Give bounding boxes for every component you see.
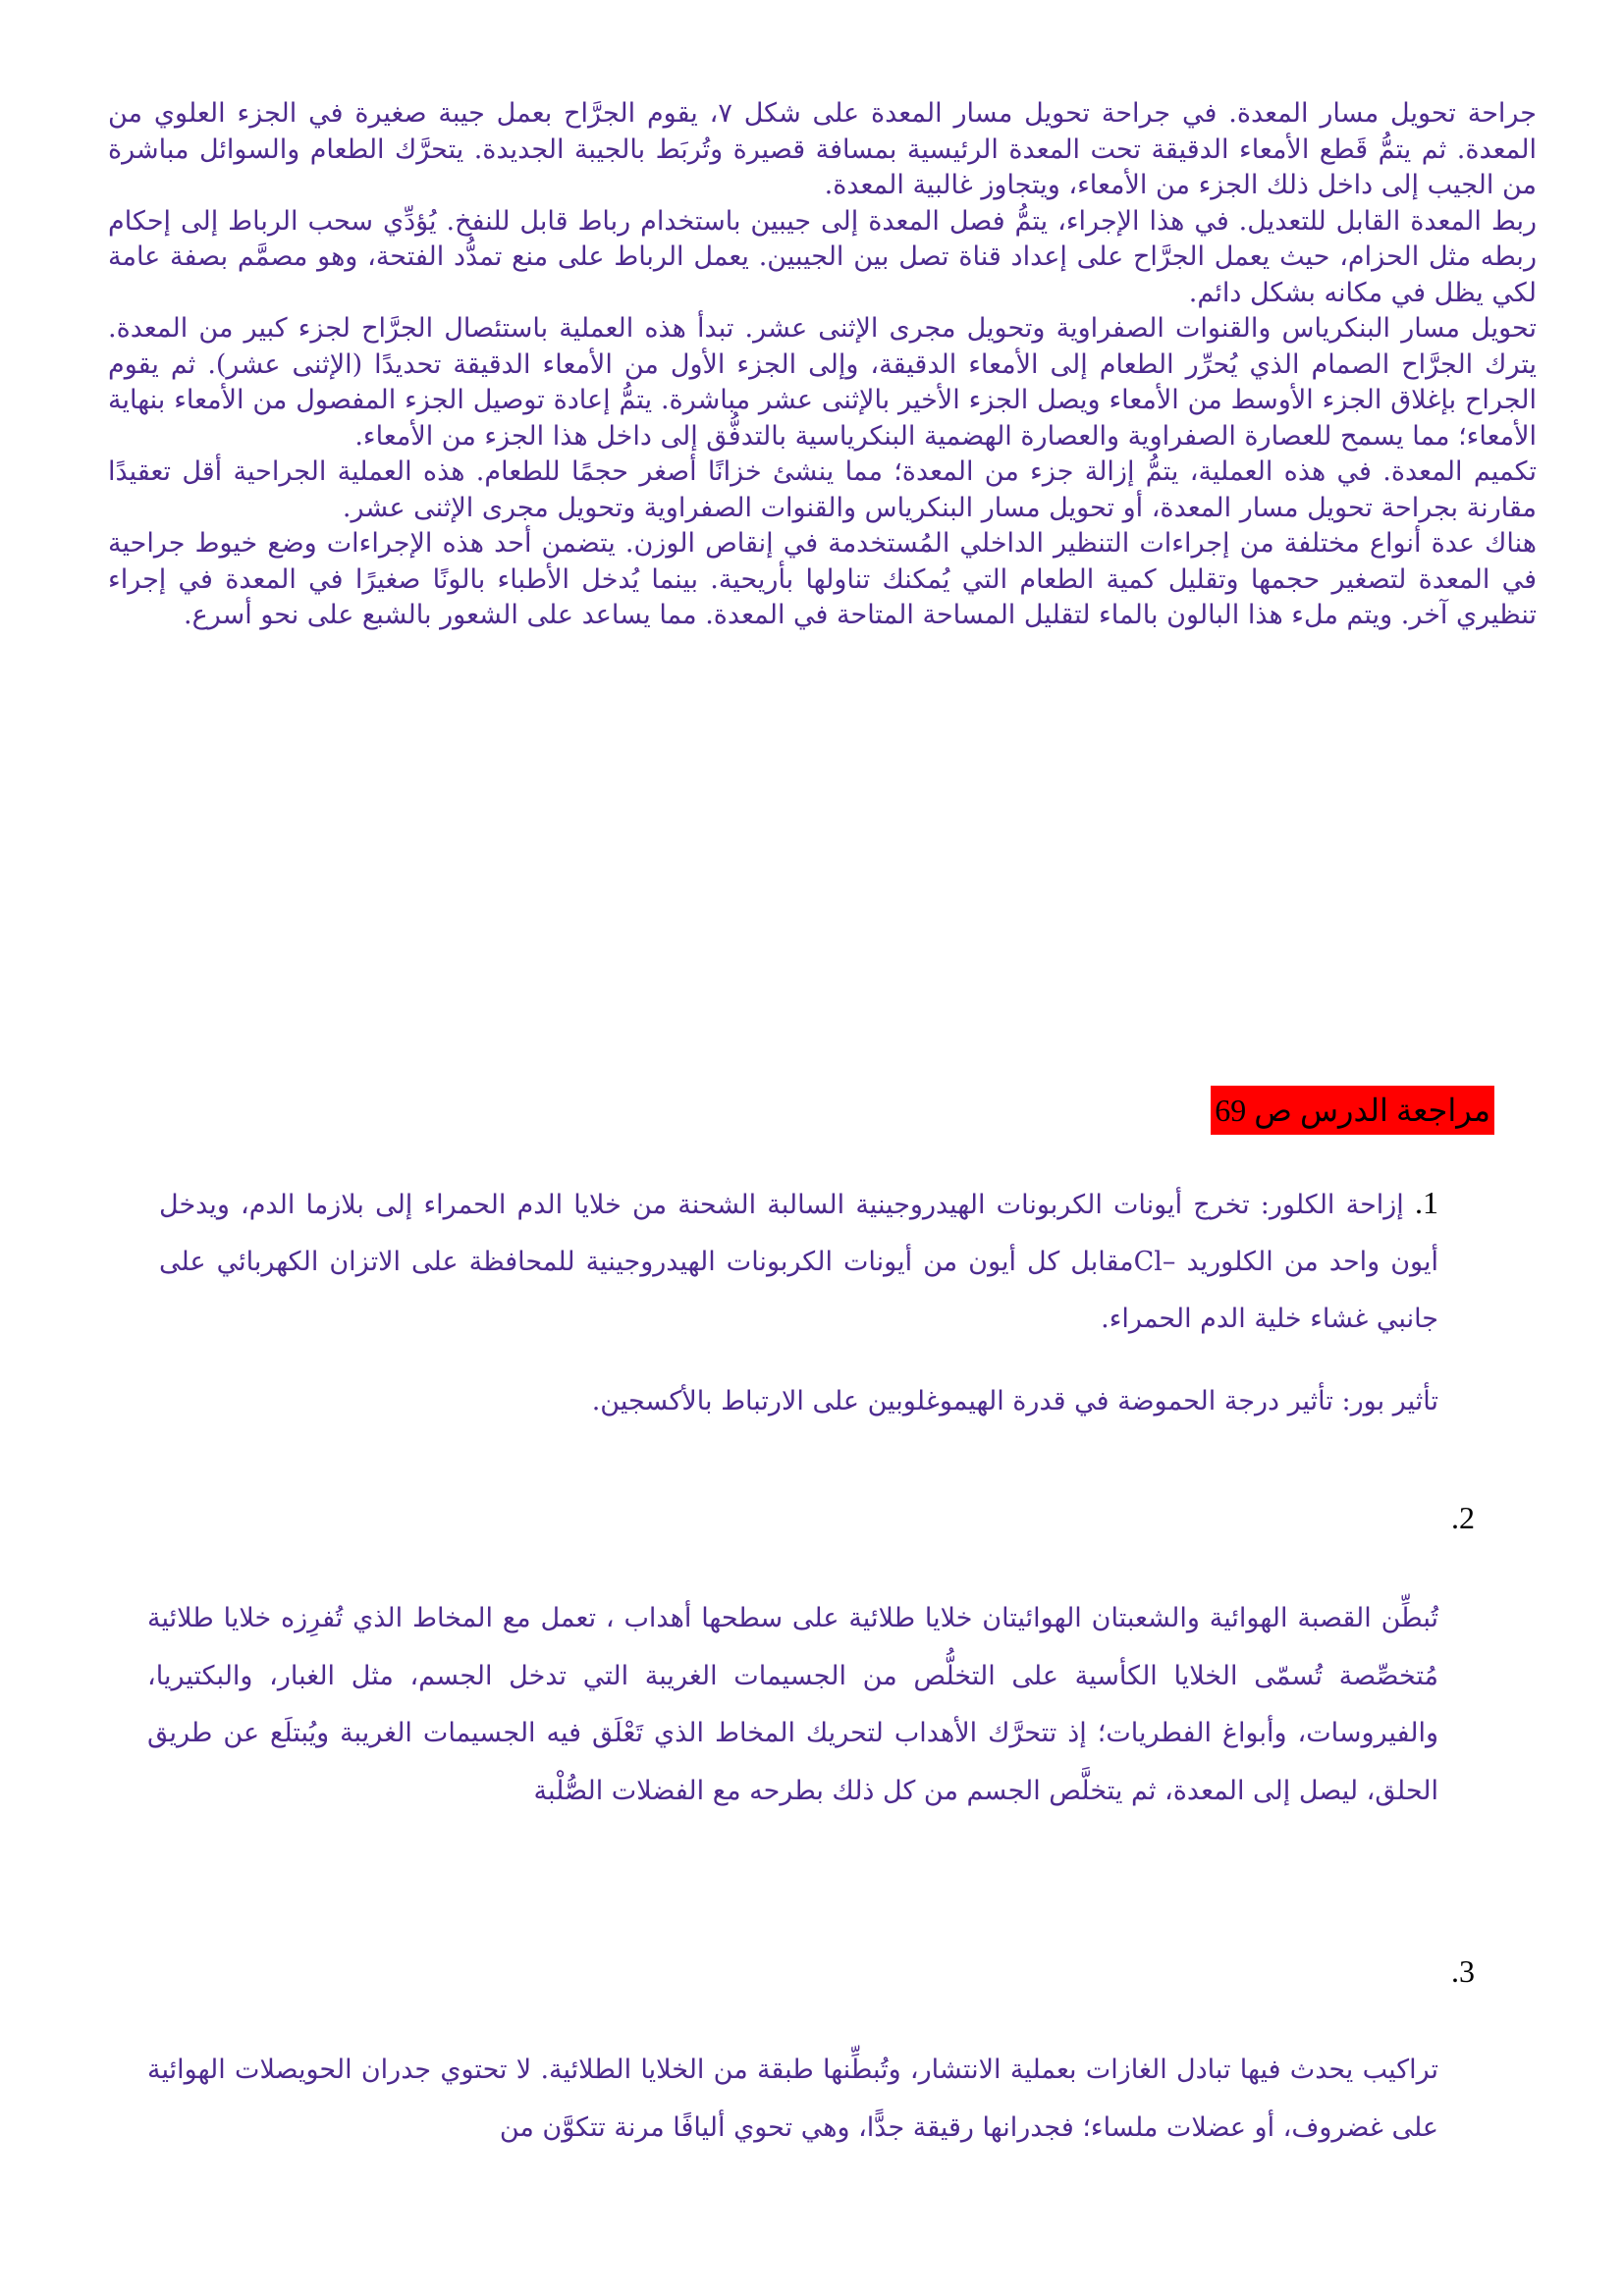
answer-3-text: تراكيب يحدث فيها تبادل الغازات بعملية الانتشار، وتُبطِّنها طبقة من الخلايا الطلائية. لا تحتوي جدران الحويصلات الهوائية على غضروف، أو عضلات ملساء؛ فجدرانها رقيقة جدًّا، وهي تحوي أليافًا مرنة تتكوَّن من — [147, 2055, 1438, 2143]
answer-1-block — [159, 1174, 1438, 1430]
answer-3-number: .3 — [1451, 1953, 1475, 1989]
paragraph-duodenal-switch: تحويل مسار البنكرياس والقنوات الصفراوية وتحويل مجرى الإثنى عشر. تبدأ هذه العملية باستئصال الجرَّاح لجزء كبير من المعدة. يترك الجرَّاح الصمام الذي يُحرِّر الطعام إلى الأمعاء الدقيقة، وإلى الجزء الأول من الأمعاء الدقيقة تحديدًا (الإثنى عشر). ثم يقوم الجراح بإغلاق الجزء الأوسط من الأمعاء ويصل الجزء الأخير بالإثنى عشر مباشرة. يتمُّ إعادة توصيل الجزء المفصول من الأمعاء بنهاية الأمعاء؛ مما يسمح للعصارة الصفراوية والعصارة الهضمية البنكرياسية بالتدفُّق إلى داخل هذا الجزء من الأمعاء. — [108, 313, 1537, 452]
answer-2-text: تُبطِّن القصبة الهوائية والشعبتان الهوائيتان خلايا طلائية على سطحها أهداب ، تعمل مع المخاط الذي تُفرِزه خلايا طلائية مُتخصِّصة تُسمّى الخلايا الكأسية على التخلُّص من الجسيمات الغريبة التي تدخل الجسم، مثل الغبار، والبكتيريا، والفيروسات، وأبواغ الفطريات؛ إذ تتحرَّك الأهداب لتحريك المخاط الذي تَعْلَق فيه الجسيمات الغريبة ويُبتلَع عن طريق الحلق، ليصل إلى المعدة، ثم يتخلَّص الجسم من كل ذلك بطرحه مع الفضلات الصُّلْبة — [147, 1603, 1438, 1806]
answer-1-text — [159, 1174, 1438, 1348]
answer-1-number: 1. — [1415, 1185, 1438, 1220]
answer-1-body: إزاحة الكلور: تخرج أيونات الكربونات الهيدروجينية السالبة الشحنة من خلايا الدم الحمراء إلى بلازما الدم، ويدخل أيون واحد من الكلوريد –Clمقابل كل أيون من أيونات الكربونات الهيدروجينية للمحافظة على الاتزان الكهربائي على جانبي غشاء خلية الدم الحمراء. — [159, 1190, 1438, 1334]
lesson-review-heading: مراجعة الدرس ص 69 — [1211, 1086, 1494, 1135]
answer-3-block — [147, 2042, 1438, 2157]
paragraph-gastric-bypass: جراحة تحويل مسار المعدة. في جراحة تحويل مسار المعدة على شكل ٧، يقوم الجرَّاح بعمل جيبة صغيرة في الجزء العلوي من المعدة. ثم يتمُّ قَطع الأمعاء الدقيقة تحت المعدة الرئيسية بمسافة قصيرة وتُربَط بالجيبة الجديدة. يتحرَّك الطعام والسوائل مباشرة من الجيب إلى داخل ذلك الجزء من الأمعاء، ويتجاوز غالبية المعدة. — [108, 98, 1537, 200]
answer-2-number: .2 — [1451, 1500, 1475, 1535]
paragraph-gastric-band: ربط المعدة القابل للتعديل. في هذا الإجراء، يتمُّ فصل المعدة إلى جيبين باستخدام رباط قابل للنفخ. يُؤدِّي سحب الرباط إلى إحكام ربطه مثل الحزام، حيث يعمل الجرَّاح على إعداد قناة تصل بين الجيبين. يعمل الرباط على منع تمدُّد الفتحة، وهو مصمَّم بصفة عامة لكي يظل في مكانه بشكل دائم. — [108, 205, 1537, 308]
paragraph-endoscopic-procedures: هناك عدة أنواع مختلفة من إجراءات التنظير الداخلي المُستخدمة في إنقاص الوزن. يتضمن أحد هذه الإجراءات وضع خيوط جراحية في المعدة لتصغير حجمها وتقليل كمية الطعام التي يُمكنك تناولها بأريحية. بينما يُدخل الأطباء بالونًا صغيرًا في المعدة في إجراء تنظيري آخر. ويتم ملء هذا البالون بالماء لتقليل المساحة المتاحة في المعدة. مما يساعد على الشعور بالشبع على نحو أسرع. — [108, 528, 1537, 630]
bariatric-procedures-text — [108, 96, 1537, 634]
paragraph-sleeve-gastrectomy: تكميم المعدة. في هذه العملية، يتمُّ إزالة جزء من المعدة؛ مما ينشئ خزانًا أصغر حجمًا للطعام. هذه العملية الجراحية أقل تعقيدًا مقارنة بجراحة تحويل مسار المعدة، أو تحويل مسار البنكرياس والقنوات الصفراوية وتحويل مجرى الإثنى عشر. — [108, 456, 1537, 523]
answer-1-bohr: تأثير بور: تأثير درجة الحموضة في قدرة الهيموغلوبين على الارتباط بالأكسجين. — [591, 1386, 1438, 1416]
answer-2-block — [147, 1590, 1438, 1820]
